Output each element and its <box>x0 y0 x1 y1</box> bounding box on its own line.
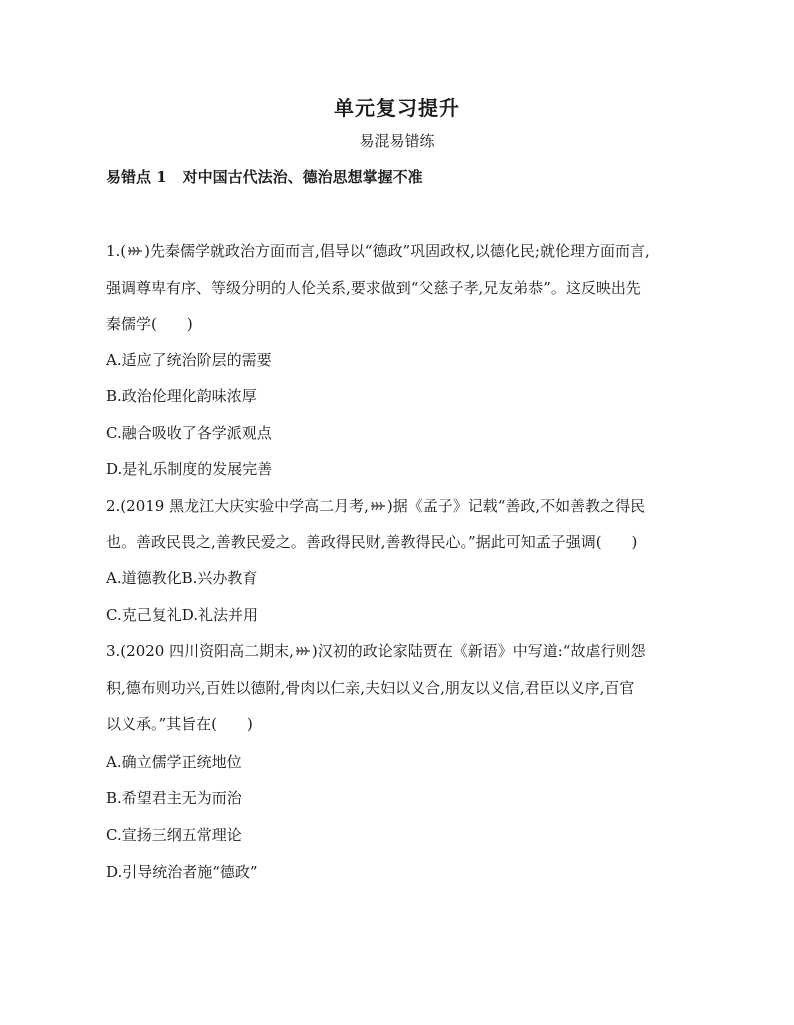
error-point-label: 易错点 1 <box>106 168 167 186</box>
question-2-line-1 <box>106 495 706 517</box>
question-2-line-2: 也。善政民畏之,善教民爱之。善政得民财,善教得民心。”据此可知孟子强调( ) <box>106 533 638 551</box>
question-3-text: )汉初的政论家陆贾在《新语》中写道:“故虐行则怨 <box>311 642 646 660</box>
question-2-prefix: 2.(2019 黑龙江大庆实验中学高二月考, <box>106 497 369 515</box>
question-3-line-2: 积,德布则功兴,百姓以德附,骨肉以仁亲,夫妇以义合,朋友以义信,君臣以义序,百官 <box>106 679 635 697</box>
error-point-text: 对中国古代法治、德治思想掌握不准 <box>182 168 423 186</box>
question-1-prefix: 1.( <box>106 242 127 260</box>
question-1-option-b: B.政治伦理化韵味浓厚 <box>106 387 257 405</box>
difficulty-stars-icon <box>369 500 387 512</box>
difficulty-stars-icon <box>126 245 144 257</box>
question-1-line-2: 强调尊卑有序、等级分明的人伦关系,要求做到“父慈子孝,兄友弟恭”。这反映出先 <box>106 279 641 297</box>
question-1-line-3: 秦儒学( ) <box>106 315 193 333</box>
question-2-option-ab: A.道德教化B.兴办教育 <box>106 569 258 587</box>
question-3-option-d: D.引导统治者施“德政” <box>106 863 258 881</box>
question-1-option-c: C.融合吸收了各学派观点 <box>106 424 272 442</box>
question-3-option-b: B.希望君主无为而治 <box>106 789 242 807</box>
question-3-line-1 <box>106 640 706 662</box>
question-3-option-c: C.宣扬三纲五常理论 <box>106 826 242 844</box>
question-1-line-1 <box>106 240 706 262</box>
question-1-text: )先秦儒学就政治方面而言,倡导以“德政”巩固政权,以德化民;就伦理方面而言, <box>144 242 650 260</box>
question-3-option-a: A.确立儒学正统地位 <box>106 753 242 771</box>
question-3-line-3: 以义承。”其旨在( ) <box>106 715 253 733</box>
error-point-heading <box>106 166 423 187</box>
page-title: 单元复习提升 <box>334 96 460 120</box>
difficulty-stars-icon <box>294 645 312 657</box>
question-2-text: )据《孟子》记载“善政,不如善教之得民 <box>386 497 646 515</box>
question-3-prefix: 3.(2020 四川资阳高二期末, <box>106 642 294 660</box>
question-1-option-a: A.适应了统治阶层的需要 <box>106 351 272 369</box>
question-1-option-d: D.是礼乐制度的发展完善 <box>106 460 273 478</box>
question-2-option-cd: C.克己复礼D.礼法并用 <box>106 606 258 624</box>
page-subtitle: 易混易错练 <box>359 132 435 150</box>
